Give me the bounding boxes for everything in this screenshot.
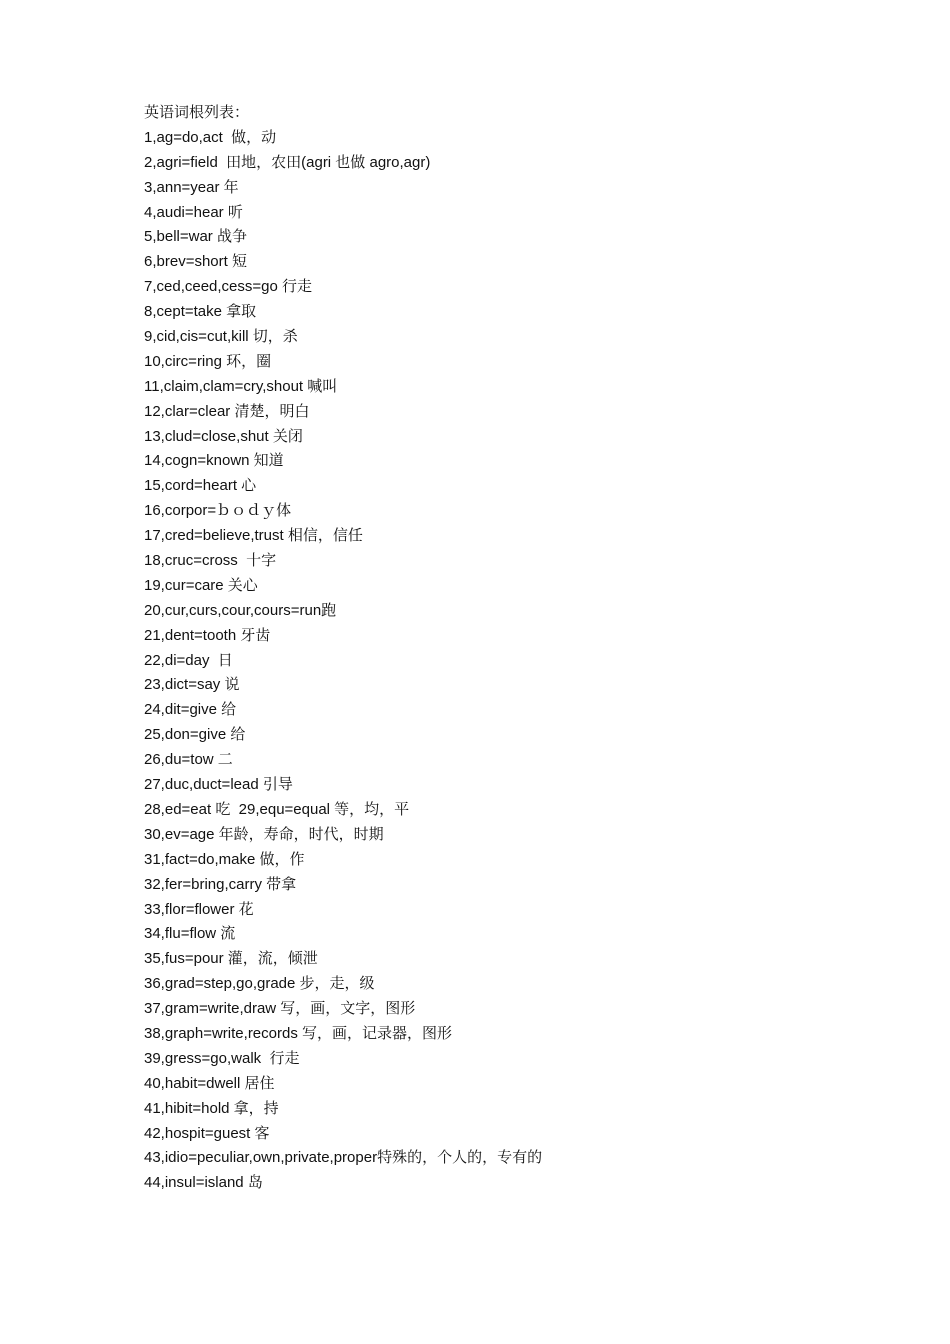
list-item: 21,dent=tooth 牙齿 xyxy=(144,626,271,644)
list-item: 42,hospit=guest 客 xyxy=(144,1124,270,1142)
list-item: 32,fer=bring,carry 带拿 xyxy=(144,875,297,893)
list-item: 38,graph=write,records 写，画，记录器，图形 xyxy=(144,1024,452,1042)
list-item: 22,di=day 日 xyxy=(144,651,233,669)
list-item: 2,agri=field 田地，农田(agri 也做 agro,agr) xyxy=(144,153,431,171)
list-item: 43,idio=peculiar,own,private,proper特殊的，个人的，专有的 xyxy=(144,1149,543,1167)
list-item: 26,du=tow 二 xyxy=(144,751,233,769)
list-item: 20,cur,curs,cour,cours=run跑 xyxy=(144,601,337,619)
list-item: 37,gram=write,draw 写，画，文字，图形 xyxy=(144,1000,416,1018)
list-item: 11,claim,clam=cry,shout 喊叫 xyxy=(144,377,338,395)
list-item: 35,fus=pour 灌，流，倾泄 xyxy=(144,950,318,968)
list-item: 33,flor=flower 花 xyxy=(144,900,254,918)
list-item: 23,dict=say 说 xyxy=(144,676,240,694)
document-title: 英语词根列表： xyxy=(144,104,250,121)
list-item: 15,cord=heart 心 xyxy=(144,477,257,495)
list-item: 9,cid,cis=cut,kill 切，杀 xyxy=(144,328,298,346)
list-item: 19,cur=care 关心 xyxy=(144,576,258,594)
list-item: 24,dit=give 给 xyxy=(144,701,237,719)
list-item: 12,clar=clear 清楚，明白 xyxy=(144,402,310,420)
list-item: 6,brev=short 短 xyxy=(144,253,247,271)
list-item: 13,clud=close,shut 关闭 xyxy=(144,427,303,445)
list-item: 1,ag=do,act 做，动 xyxy=(144,128,277,146)
list-item: 3,ann=year 年 xyxy=(144,178,239,196)
list-item: 36,grad=step,go,grade 步，走，级 xyxy=(144,975,375,993)
list-item: 4,audi=hear 听 xyxy=(144,203,243,221)
list-item: 5,bell=war 战争 xyxy=(144,228,247,246)
list-item: 17,cred=believe,trust 相信，信任 xyxy=(144,527,363,545)
list-item: 44,insul=island 岛 xyxy=(144,1174,263,1192)
list-item: 39,gress=go,walk 行走 xyxy=(144,1049,300,1067)
list-item: 25,don=give 给 xyxy=(144,726,246,744)
list-item: 8,cept=take 拿取 xyxy=(144,303,257,321)
list-item: 27,duc,duct=lead 引导 xyxy=(144,776,293,794)
list-item: 34,flu=flow 流 xyxy=(144,925,236,943)
list-item: 16,corpor=ｂｏｄｙ体 xyxy=(144,502,292,520)
list-item: 31,fact=do,make 做，作 xyxy=(144,850,305,868)
word-root-list xyxy=(144,101,864,1196)
list-item: 40,habit=dwell 居住 xyxy=(144,1074,275,1092)
list-item: 14,cogn=known 知道 xyxy=(144,452,284,470)
list-item: 28,ed=eat 吃 29,equ=equal 等，均，平 xyxy=(144,800,410,818)
list-item: 41,hibit=hold 拿，持 xyxy=(144,1099,279,1117)
list-item: 10,circ=ring 环，圈 xyxy=(144,352,272,370)
list-item: 30,ev=age 年龄，寿命，时代，时期 xyxy=(144,825,384,843)
list-item: 7,ced,ceed,cess=go 行走 xyxy=(144,278,313,296)
list-item: 18,cruc=cross 十字 xyxy=(144,552,277,570)
